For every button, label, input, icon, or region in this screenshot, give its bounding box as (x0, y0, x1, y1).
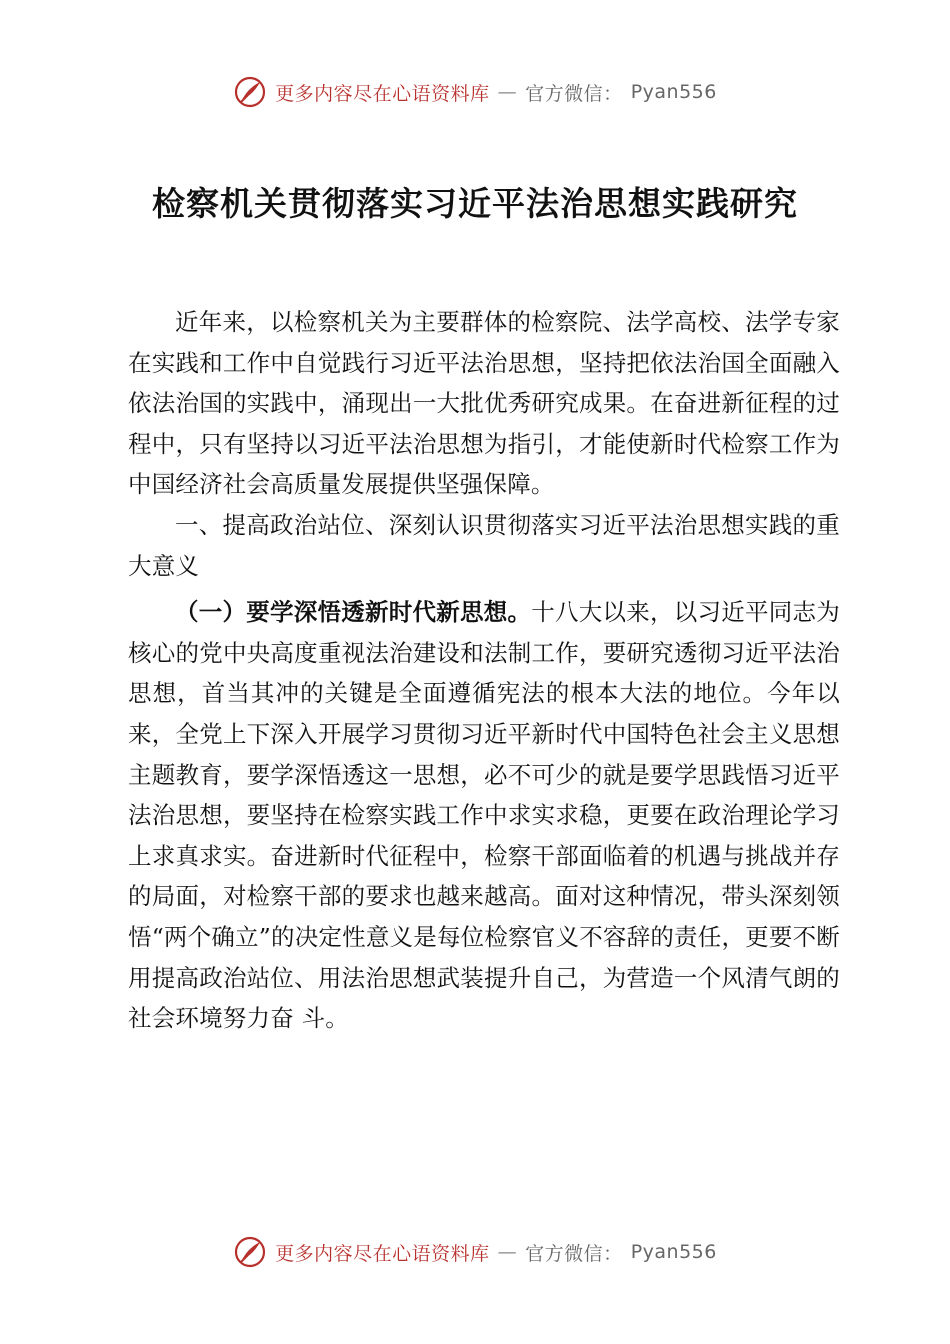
section-heading: 一、提高政治站位、深刻认识贯彻落实习近平法治思想实践的重大意义 (128, 510, 840, 580)
watermark-text: 更多内容尽在心语资料库 (275, 1242, 490, 1265)
feather-circle-icon (233, 1235, 267, 1269)
footer-watermark (0, 1232, 950, 1272)
watermark-wechat-label: 官方微信： (525, 82, 623, 105)
feather-circle-icon (233, 75, 267, 109)
subsection-paragraph (128, 592, 840, 1039)
subsection-lead: （一）要学深悟透新时代新思想。 (175, 598, 532, 627)
header-watermark (0, 72, 950, 112)
intro-paragraph: 近年来，以检察机关为主要群体的检察院、法学高校、法学专家在实践和工作中自觉践行习近平法治思想，坚持把依法治国全面融入依法治国的实践中，涌现出一大批优秀研究成果。在奋进新征程的过程中，只有坚持以习近平法治思想为指引，才能使新时代检察工作为中国经济社会高质量发展提供坚强保障。 (128, 308, 840, 499)
watermark-handle: Pyan556 (630, 1241, 717, 1263)
watermark-separator: — (497, 81, 518, 103)
watermark-text: 更多内容尽在心语资料库 (275, 82, 490, 105)
document-title: 检察机关贯彻落实习近平法治思想实践研究 (152, 184, 798, 223)
document-body (128, 302, 840, 1039)
watermark-wechat-label: 官方微信： (525, 1242, 623, 1265)
subsection-body: 十八大以来，以习近平同志为核心的党中央高度重视法治建设和法制工作，要研究透彻习近平法治思想，首当其冲的关键是全面遵循宪法的根本大法的地位。今年以来，全党上下深入开展学习贯彻习近平新时代中国特色社会主义思想主题教育，要学深悟透这一思想，必不可少的就是要学思践悟习近平法治思想，要坚持在检察实践工作中求实求稳，更要在政治理论学习上求真求实。奋进新时代征程中，检察干部面临着的机遇与挑战并存的局面，对检察干部的要求也越来越高。面对这种情况，带头深刻领悟“两个确立”的决定性意义是每位检察官义不容辞的责任，更要不断用提高政治站位、用法治思想武装提升自己，为营造一个风清气朗的社会环境努力奋 斗。 (128, 598, 840, 1033)
watermark-separator: — (497, 1241, 518, 1263)
watermark-handle: Pyan556 (630, 81, 717, 103)
